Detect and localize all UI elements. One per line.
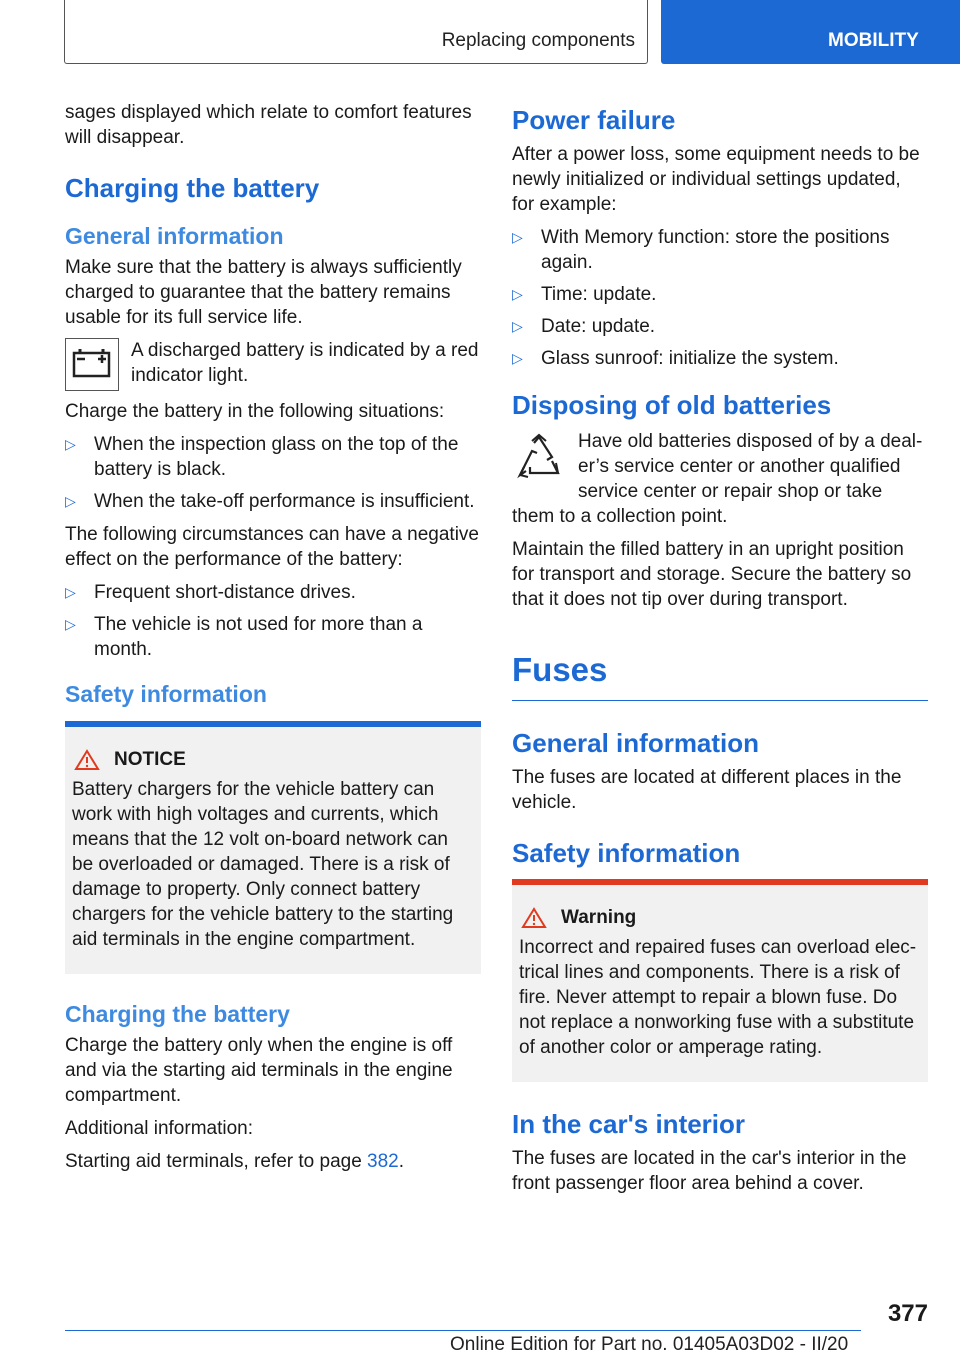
- section-title: Replacing components: [441, 30, 635, 51]
- left-column: [65, 100, 481, 1182]
- section-tab: [64, 0, 648, 64]
- maintain-paragraph: Maintain the filled battery in an upright position for transport and storage. Secure the battery so that it does not tip over during transport.: [512, 539, 912, 610]
- recycle-icon: [512, 431, 566, 485]
- warning-box: [512, 879, 928, 1082]
- chapter-divider: [512, 700, 928, 701]
- indicator-paragraph: A discharged battery is indicated by a red indicator light.: [131, 340, 479, 386]
- power-list: [512, 225, 928, 371]
- page-number: 377: [887, 1300, 928, 1327]
- warning-text: Incorrect and repaired fuses can overload electrical lines and components. There is a risk of fire. Never attempt to repair a blown fuse. Do not replace a nonworking fuse with a substitute of another color or amperage rating.: [519, 937, 917, 1058]
- triangle-bullet-icon: ▷: [65, 616, 76, 632]
- situations-list: [65, 432, 481, 514]
- chapter-tab: [661, 0, 960, 64]
- page-link[interactable]: 382: [367, 1151, 399, 1172]
- chapter-title: MOBILITY: [828, 30, 919, 51]
- list-item: ▷ Glass sunroof: initialize the system.: [512, 348, 839, 369]
- charging-paragraph: Charge the battery only when the engine is off and via the starting aid terminals in the engine compartment.: [65, 1035, 453, 1106]
- list-item: ▷ With Memory function: store the positions again.: [512, 227, 890, 273]
- power-paragraph: After a power loss, some equipment needs to be newly initialized or individual settings updated, for example:: [512, 144, 920, 215]
- circumstances-intro: The following circumstances can have a negative effect on the performance of the battery:: [65, 524, 480, 570]
- list-item: ▷ When the inspection glass on the top of the battery is black.: [65, 434, 459, 480]
- list-item: ▷ The vehicle is not used for more than a month.: [65, 614, 423, 660]
- triangle-bullet-icon: ▷: [512, 229, 523, 245]
- list-item: ▷ When the take-off performance is insufficient.: [65, 491, 475, 512]
- notice-title: NOTICE: [72, 749, 474, 771]
- footer-divider: [65, 1330, 861, 1331]
- heading-disposing: Disposing of old batteries: [512, 390, 832, 420]
- notice-box: [65, 721, 481, 974]
- triangle-bullet-icon: ▷: [65, 436, 76, 452]
- heading-fuses-safety: Safety information: [512, 838, 741, 868]
- heading-fuses-general: General information: [512, 728, 760, 758]
- warning-title: Warning: [519, 907, 921, 929]
- notice-text: Battery chargers for the vehicle battery can work with high voltages and currents, which means that the 12 volt on-board network can be overloaded or damaged. There is a risk of damage to property. Only connect battery chargers for the vehicle battery to the starting aid terminals in the engine compartment.: [72, 779, 454, 950]
- disposing-block: [512, 429, 928, 529]
- list-item: ▷ Frequent short-distance drives.: [65, 582, 356, 603]
- triangle-bullet-icon: ▷: [65, 493, 76, 509]
- interior-paragraph: The fuses are located in the car's interior in the front passenger floor area behind a cover.: [512, 1148, 907, 1194]
- heading-interior: In the car's interior: [512, 1109, 746, 1139]
- heading-general-information: General information: [65, 223, 284, 249]
- heading-safety-information: Safety information: [65, 681, 267, 707]
- battery-icon: [65, 338, 119, 391]
- list-item: ▷ Time: update.: [512, 284, 657, 305]
- page-header: [0, 0, 960, 66]
- heading-charging-battery-2: Charging the battery: [65, 1001, 290, 1027]
- triangle-bullet-icon: ▷: [512, 286, 523, 302]
- warning-triangle-icon: [521, 907, 547, 929]
- intro-paragraph: sages displayed which relate to comfort features will disappear.: [65, 102, 472, 148]
- warning-triangle-icon: [74, 749, 100, 771]
- triangle-bullet-icon: ▷: [512, 318, 523, 334]
- right-column: [512, 100, 928, 1204]
- footer-edition: Online Edition for Part no. 01405A03D02 - II/20: [450, 1334, 849, 1355]
- reference-paragraph: Starting aid terminals, refer to page 382.: [65, 1151, 405, 1172]
- triangle-bullet-icon: ▷: [65, 584, 76, 600]
- situations-intro: Charge the battery in the following situations:: [65, 401, 445, 422]
- heading-fuses: Fuses: [512, 651, 608, 688]
- heading-power-failure: Power failure: [512, 105, 676, 135]
- circumstances-list: [65, 580, 481, 662]
- additional-info: Additional information:: [65, 1118, 253, 1139]
- fuses-general-paragraph: The fuses are located at different places in the vehicle.: [512, 767, 902, 813]
- general-paragraph: Make sure that the battery is always sufficiently charged to guarantee that the battery remains usable for its full service life.: [65, 257, 462, 328]
- triangle-bullet-icon: ▷: [512, 350, 523, 366]
- disposing-paragraph: Have old batteries disposed of by a dealer’s service center or another qualified service center or repair shop or take them to a collection point.: [512, 431, 923, 527]
- indicator-block: [65, 338, 481, 391]
- heading-charging-battery: Charging the battery: [65, 173, 320, 203]
- list-item: ▷ Date: update.: [512, 316, 656, 337]
